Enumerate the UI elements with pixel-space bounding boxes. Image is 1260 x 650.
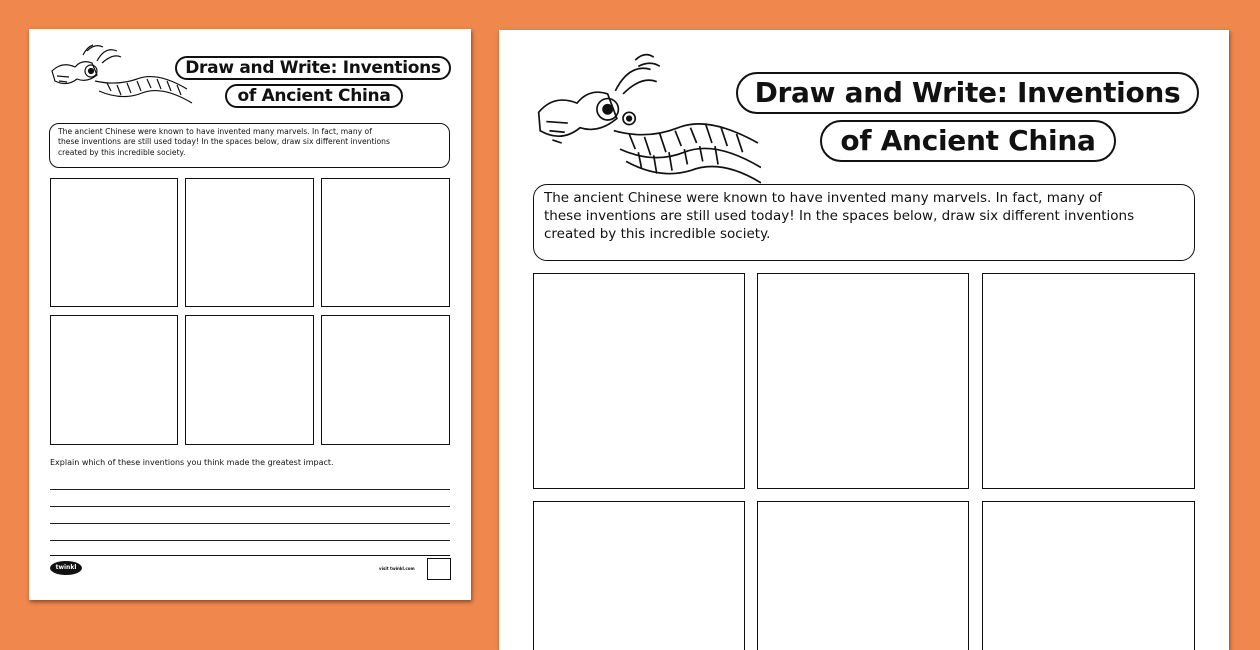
intro-line-1: The ancient Chinese were known to have invented many marvels. In fact, many of	[544, 190, 1102, 206]
worksheet-preview-full	[29, 29, 471, 600]
drawing-box	[533, 273, 745, 489]
intro-line-2: these inventions are still used today! In the spaces below, draw six different inventions	[544, 208, 1135, 225]
drawing-box	[321, 315, 450, 445]
dragon-icon	[531, 50, 761, 190]
title-line-2: of Ancient China	[820, 120, 1116, 162]
footer-divider	[50, 555, 450, 556]
drawing-box	[185, 178, 314, 307]
title-line-1: Draw and Write: Inventions	[736, 72, 1199, 114]
intro-line-2: these inventions are still used today! In the spaces below, draw six different inventions	[58, 137, 390, 147]
drawing-box	[50, 178, 178, 307]
worksheet-preview-zoomed	[499, 30, 1229, 650]
writing-line	[50, 523, 450, 524]
writing-line	[50, 489, 450, 490]
title-line-2: of Ancient China	[225, 84, 403, 108]
drawing-box	[757, 273, 969, 489]
drawing-box	[982, 273, 1195, 489]
drawing-box	[533, 501, 745, 650]
drawing-box	[50, 315, 178, 445]
twinkl-logo-icon: twinkl	[50, 561, 82, 575]
dragon-icon	[47, 41, 197, 116]
writing-line	[50, 540, 450, 541]
title-line-1: Draw and Write: Inventions	[175, 56, 451, 80]
writing-line	[50, 506, 450, 507]
drawing-box	[321, 178, 450, 307]
intro-line-1: The ancient Chinese were known to have invented many marvels. In fact, many of	[58, 127, 372, 136]
intro-text-box	[49, 123, 450, 168]
drawing-box	[982, 501, 1195, 650]
drawing-box	[757, 501, 969, 650]
intro-line-3: created by this incredible society.	[544, 226, 771, 243]
intro-line-3: created by this incredible society.	[58, 147, 186, 157]
intro-text-box	[533, 184, 1195, 261]
quality-badge-icon	[427, 558, 451, 580]
drawing-box	[185, 315, 314, 445]
footer-url: visit twinkl.com	[379, 566, 415, 571]
writing-prompt: Explain which of these inventions you think made the greatest impact.	[50, 458, 334, 467]
